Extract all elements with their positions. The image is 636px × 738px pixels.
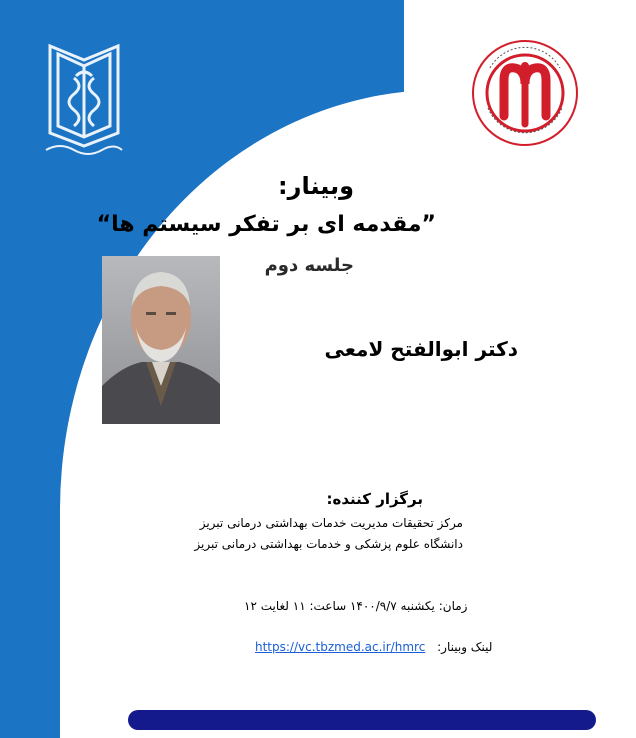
webinar-link[interactable]: https://vc.tbzmed.ac.ir/hmrc bbox=[255, 640, 426, 654]
speaker-name: دکتر ابوالفتح لامعی bbox=[324, 337, 518, 361]
webinar-link-row bbox=[255, 640, 492, 654]
organizer-line-2: دانشگاه علوم پزشکی و خدمات بهداشتی درمانی تبریز bbox=[194, 537, 463, 551]
organizer-line-1: مرکز تحقیقات مدیریت خدمات بهداشتی درمانی تبریز bbox=[199, 516, 463, 530]
bottom-decorative-bar bbox=[128, 710, 596, 730]
session-label: جلسه دوم bbox=[264, 255, 354, 276]
webinar-link-label: لینک وبینار: bbox=[437, 640, 493, 654]
webinar-title: وبینار: bbox=[278, 172, 354, 200]
research-center-logo bbox=[470, 38, 580, 148]
schedule-text: زمان: یکشنبه ۱۴۰۰/۹/۷ ساعت: ۱۱ لغایت ۱۲ bbox=[244, 599, 468, 613]
speaker-photo bbox=[102, 256, 220, 424]
organizer-heading: برگزار کننده: bbox=[326, 490, 423, 508]
webinar-subtitle: ”مقدمه ای بر تفکر سیستم ها“ bbox=[96, 212, 436, 237]
university-logo bbox=[40, 38, 128, 162]
